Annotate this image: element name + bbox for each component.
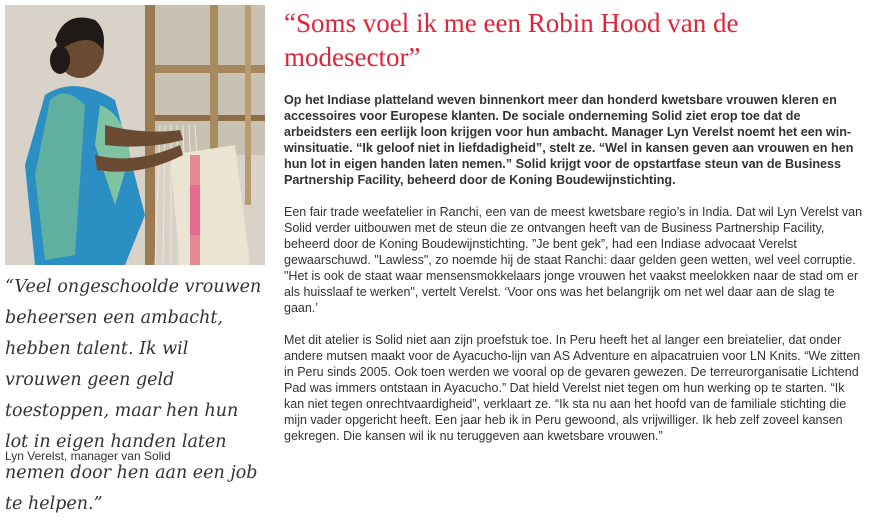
quote-caption: Lyn Verelst, manager van Solid: [5, 449, 171, 463]
article-paragraph-2: Met dit atelier is Solid niet aan zijn proefstuk toe. In Peru heeft het al langer een breiatelier, dat onder andere mutsen maakt voor de Ayacucho-lijn van AS Adventure en alpacatruien voor LN Knits. “We zitten in Peru sinds 2005. Ook toen werden we vooral op de gevaren gewezen. De terreurorganisatie Lichtend Pad was immers ontstaan in Ayacucho.” Dat hield Verelst niet tegen om hun werking op te starten. “Ik kan niet tegen onrechtvaardigheid”, verklaart ze. “Ik sta nu aan het hoofd van de familiale stichting die mijn vader opgericht heeft. Een jaar heb ik in Peru gewoond, als vrijwilliger. Ik heb zelf zoveel kansen gekregen. Die kansen wil ik nu teruggeven aan kwetsbare vrouwen.”: [284, 333, 861, 443]
article-lead: Op het Indiase platteland weven binnenkort meer dan honderd kwetsbare vrouwen kleren en accessoires voor Europese klanten. De sociale onderneming Solid ziet erop toe dat de arbeidsters een eerlijk loon krijgen voor hun ambacht. Manager Lyn Verelst noemt het een win-winsituatie. “Ik geloof niet in liefdadigheid”, stelt ze. “Wel in kansen geven aan vrouwen en hen hun lot in eigen handen laten nemen.” Solid krijgt voor de opstartfase steun van de Business Partnership Facility, beheerd door de Koning Boudewijnstichting.: [284, 93, 854, 187]
pull-quote: “Veel ongeschoolde vrouwen beheersen een ambacht, hebben talent. Ik wil vrouwen geen geld toestoppen, maar hen hun lot in eigen handen laten nemen door hen aan een job te helpen.”: [5, 277, 262, 514]
article-title: “Soms voel ik me een Robin Hood van de modesector”: [284, 8, 739, 72]
article-paragraph-1: Een fair trade weefatelier in Ranchi, een van de meest kwetsbare regio’s in India. Dat wil Lyn Verelst van Solid verder uitbouwen met de steun die ze ontvangen heeft van de Business Partnership Facility, beheerd door de Koning Boudewijnstichting. ”Je bent gek”, had een Indiase advocaat Verelst gewaarschuwd. "Lawless", zo noemde hij de staat Ranchi: daar gelden geen wetten, wel veel corruptie. "Het is ook de staat waar mensensmokkelaars jonge vrouwen het vaakst meelokken naar de stad om er als huisslaaf te werken", vertelt Verelst. ‘Voor ons was het belangrijk om net wel daar aan de slag te gaan.’: [284, 205, 863, 315]
woman-weaving-photo: [5, 5, 265, 265]
